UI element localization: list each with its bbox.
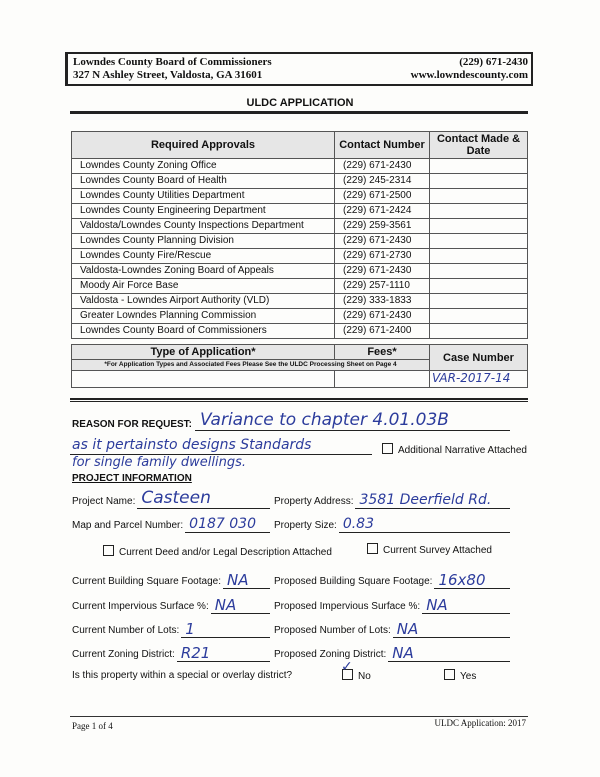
agency-name: Lowndes County Utilities Department xyxy=(72,189,335,204)
prop-lots-row xyxy=(274,614,510,638)
agency-name: Lowndes County Board of Commissioners xyxy=(72,324,335,339)
checkbox[interactable] xyxy=(103,545,114,556)
contact-number: (229) 671-2430 xyxy=(335,264,430,279)
prop-sqft-row xyxy=(274,565,510,589)
survey-label: Current Survey Attached xyxy=(383,545,492,556)
col-header: Contact Made & Date xyxy=(430,132,528,159)
type-header: Type of Application* xyxy=(72,345,335,360)
prop-lots-field[interactable]: NA xyxy=(393,621,510,639)
project-name-label: Project Name: xyxy=(72,496,136,507)
prop-zone-field[interactable]: NA xyxy=(388,645,510,663)
footnote: *For Application Types and Associated Fees Please See the ULDC Processing Sheet on Page 4 xyxy=(72,360,430,371)
prop-sqft-field[interactable]: 16x80 xyxy=(434,572,510,590)
divider xyxy=(70,111,528,114)
contact-made-field[interactable] xyxy=(430,249,528,264)
contact-made-field[interactable] xyxy=(430,309,528,324)
col-header: Required Approvals xyxy=(72,132,335,159)
prop-lots-label: Proposed Number of Lots: xyxy=(274,625,391,636)
contact-number: (229) 671-2430 xyxy=(335,309,430,324)
fees-header: Fees* xyxy=(335,345,430,360)
table-row xyxy=(72,204,528,219)
contact-number: (229) 259-3561 xyxy=(335,219,430,234)
agency-name: Lowndes County Planning Division xyxy=(72,234,335,249)
additional-narrative-checkbox[interactable] xyxy=(382,443,527,457)
prop-imp-field[interactable]: NA xyxy=(422,597,510,615)
table-row xyxy=(72,189,528,204)
contact-made-field[interactable] xyxy=(430,264,528,279)
application-type-table xyxy=(71,344,528,388)
approvals-table xyxy=(71,131,528,339)
table-row xyxy=(72,234,528,249)
no-label: No xyxy=(358,671,371,682)
agency-name: Valdosta - Lowndes Airport Authority (VLD) xyxy=(72,294,335,309)
contact-number: (229) 671-2400 xyxy=(335,324,430,339)
cur-zone-label: Current Zoning District: xyxy=(72,649,175,660)
cur-sqft-row xyxy=(72,565,270,589)
cur-sqft-field[interactable]: NA xyxy=(223,572,270,590)
page-number: Page 1 of 4 xyxy=(72,721,113,731)
prop-zone-row xyxy=(274,638,510,662)
header-box xyxy=(65,52,533,86)
contact-number: (229) 333-1833 xyxy=(335,294,430,309)
prop-imp-row xyxy=(274,590,510,614)
contact-made-field[interactable] xyxy=(430,174,528,189)
survey-checkbox[interactable] xyxy=(367,543,492,557)
yes-label: Yes xyxy=(460,671,477,682)
project-name-row xyxy=(72,485,270,509)
cur-lots-label: Current Number of Lots: xyxy=(72,625,180,636)
overlay-question: Is this property within a special or overlay district? xyxy=(72,670,293,681)
table-row xyxy=(72,159,528,174)
contact-number: (229) 671-2730 xyxy=(335,249,430,264)
contact-made-field[interactable] xyxy=(430,279,528,294)
contact-made-field[interactable] xyxy=(430,189,528,204)
project-name-field[interactable]: Casteen xyxy=(137,489,270,509)
agency-name: Greater Lowndes Planning Commission xyxy=(72,309,335,324)
prop-imp-label: Proposed Impervious Surface %: xyxy=(274,601,421,612)
contact-number: (229) 257-1110 xyxy=(335,279,430,294)
case-number[interactable]: VAR-2017-14 xyxy=(430,371,528,388)
reason-line xyxy=(195,430,510,431)
page-title: ULDC APPLICATION xyxy=(246,97,354,109)
contact-number: (229) 671-2430 xyxy=(335,234,430,249)
contact-made-field[interactable] xyxy=(430,204,528,219)
cur-imp-row xyxy=(72,590,270,614)
footer-divider xyxy=(70,716,528,717)
parcel-row xyxy=(72,509,270,533)
address-row xyxy=(274,485,510,509)
overlay-yes-checkbox[interactable] xyxy=(444,669,476,683)
cur-zone-row xyxy=(72,638,270,662)
checkbox[interactable] xyxy=(444,669,455,680)
parcel-label: Map and Parcel Number: xyxy=(72,520,184,531)
reason-text-3[interactable]: for single family dwellings. xyxy=(72,455,246,470)
prop-zone-label: Proposed Zoning District: xyxy=(274,649,387,660)
double-divider xyxy=(70,398,528,402)
narrative-label: Additional Narrative Attached xyxy=(398,445,527,456)
contact-number: (229) 671-2430 xyxy=(335,159,430,174)
case-header: Case Number xyxy=(430,345,528,371)
table-row xyxy=(72,174,528,189)
contact-made-field[interactable] xyxy=(430,159,528,174)
contact-number: (229) 671-2424 xyxy=(335,204,430,219)
agency-name: Lowndes County Fire/Rescue xyxy=(72,249,335,264)
cur-lots-field[interactable]: 1 xyxy=(181,621,270,639)
section-heading: PROJECT INFORMATION xyxy=(72,473,192,484)
agency-name: Lowndes County Engineering Department xyxy=(72,204,335,219)
table-row xyxy=(72,294,528,309)
checkbox[interactable] xyxy=(382,443,393,454)
table-row xyxy=(72,249,528,264)
agency-name: Valdosta-Lowndes Zoning Board of Appeals xyxy=(72,264,335,279)
address-field[interactable]: 3581 Deerfield Rd. xyxy=(355,493,510,509)
contact-number: (229) 245-2314 xyxy=(335,174,430,189)
org-website: www.lowndescounty.com xyxy=(410,69,528,81)
table-row xyxy=(72,219,528,234)
contact-made-field[interactable] xyxy=(430,294,528,309)
type-field[interactable] xyxy=(72,371,335,388)
checkbox[interactable] xyxy=(367,543,378,554)
fees-field[interactable] xyxy=(335,371,430,388)
cur-imp-label: Current Impervious Surface %: xyxy=(72,601,209,612)
size-label: Property Size: xyxy=(274,520,337,531)
table-row xyxy=(72,324,528,339)
reason-label: REASON FOR REQUEST: xyxy=(72,419,193,430)
deed-checkbox[interactable] xyxy=(103,545,332,559)
org-name: Lowndes County Board of Commissioners xyxy=(73,56,272,68)
org-phone: (229) 671-2430 xyxy=(459,56,528,68)
agency-name: Moody Air Force Base xyxy=(72,279,335,294)
contact-number: (229) 671-2500 xyxy=(335,189,430,204)
agency-name: Lowndes County Board of Health xyxy=(72,174,335,189)
org-address: 327 N Ashley Street, Valdosta, GA 31601 xyxy=(73,69,263,81)
prop-sqft-label: Proposed Building Square Footage: xyxy=(274,576,433,587)
deed-label: Current Deed and/or Legal Description Attached xyxy=(119,547,332,558)
cur-imp-field[interactable]: NA xyxy=(211,597,270,615)
contact-made-field[interactable] xyxy=(430,219,528,234)
reason-text-2[interactable]: as it pertainsto designs Standards xyxy=(72,437,312,453)
reason-text-1[interactable]: Variance to chapter 4.01.03B xyxy=(200,410,449,430)
size-row xyxy=(274,509,510,533)
size-field[interactable]: 0.83 xyxy=(339,517,510,533)
cur-lots-row xyxy=(72,614,270,638)
table-row xyxy=(72,309,528,324)
contact-made-field[interactable] xyxy=(430,234,528,249)
col-header: Contact Number xyxy=(335,132,430,159)
cur-zone-field[interactable]: R21 xyxy=(177,645,270,663)
cur-sqft-label: Current Building Square Footage: xyxy=(72,576,221,587)
contact-made-field[interactable] xyxy=(430,324,528,339)
table-row xyxy=(72,279,528,294)
form-version: ULDC Application: 2017 xyxy=(434,718,526,728)
address-label: Property Address: xyxy=(274,496,354,507)
parcel-field[interactable]: 0187 030 xyxy=(185,517,270,533)
check-mark-icon: ✓ xyxy=(341,660,353,675)
agency-name: Lowndes County Zoning Office xyxy=(72,159,335,174)
table-row xyxy=(72,264,528,279)
agency-name: Valdosta/Lowndes County Inspections Department xyxy=(72,219,335,234)
